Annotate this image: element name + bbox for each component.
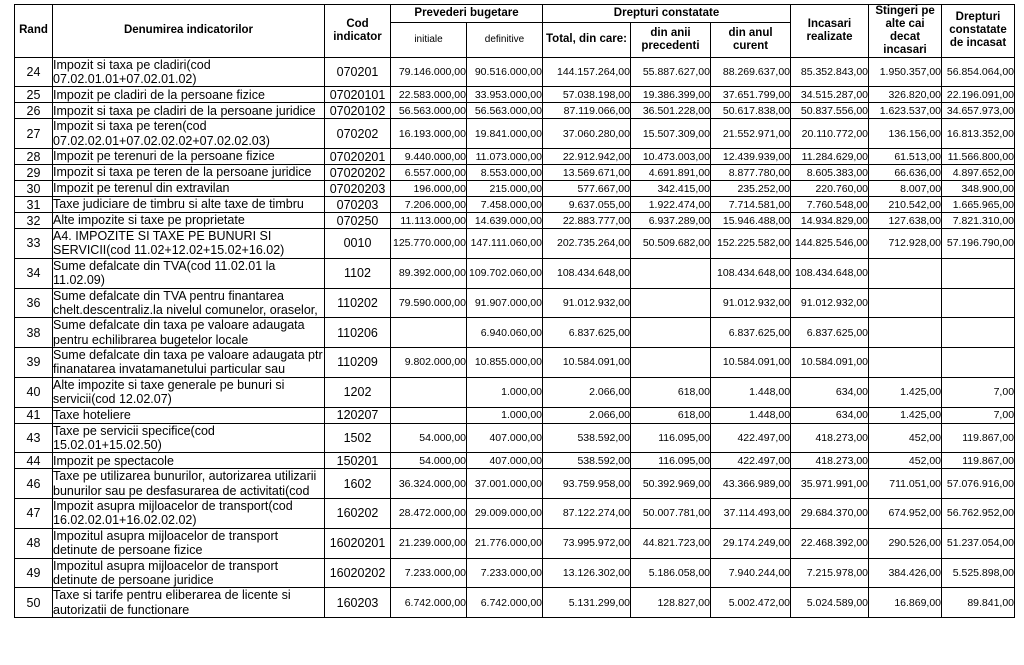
cell-rand: 48: [15, 528, 53, 558]
cell-denumire: Sume defalcate din TVA pentru finantarea chelt.descentraliz.la nivelul comunelor, oraselor,: [53, 288, 325, 318]
cell-incasari: 220.760,00: [791, 181, 869, 197]
cell-initiale: 21.239.000,00: [391, 528, 467, 558]
cell-de-incasat: 4.897.652,00: [942, 165, 1015, 181]
cell-denumire: A4. IMPOZITE SI TAXE PE BUNURI SI SERVICII(cod 11.02+12.02+15.02+16.02): [53, 229, 325, 259]
cell-definitive: 147.111.060,00: [467, 229, 543, 259]
cell-initiale: 54.000,00: [391, 453, 467, 469]
cell-stingeri: 1.425,00: [869, 407, 942, 423]
table-row: [15, 229, 1015, 259]
cell-de-incasat: [942, 258, 1015, 288]
cell-incasari: 10.584.091,00: [791, 348, 869, 378]
cell-cod: 07020203: [325, 181, 391, 197]
cell-stingeri: [869, 318, 942, 348]
cell-incasari: 91.012.932,00: [791, 288, 869, 318]
cell-precedenti: [631, 288, 711, 318]
header-drepturi-constatate: Drepturi constatate: [543, 5, 791, 23]
cell-denumire: Sume defalcate din taxa pe valoare adaugata ptr finanatarea invatamanetului particular sau: [53, 348, 323, 377]
table-row: [15, 499, 1015, 529]
cell-incasari: 11.284.629,00: [791, 149, 869, 165]
cell-total: 22.883.777,00: [543, 213, 631, 229]
cell-curent: 6.837.625,00: [711, 318, 791, 348]
table-row: [15, 165, 1015, 181]
cell-cod: 1502: [325, 423, 391, 453]
cell-incasari: 5.024.589,00: [791, 588, 869, 618]
cell-rand: 24: [15, 57, 53, 87]
cell-precedenti: 116.095,00: [631, 453, 711, 469]
table-row: [15, 528, 1015, 558]
header-total-din-care: Total, din care:: [543, 22, 631, 57]
cell-precedenti: 1.922.474,00: [631, 197, 711, 213]
cell-total: 22.912.942,00: [543, 149, 631, 165]
cell-stingeri: 452,00: [869, 423, 942, 453]
header-rand: Rand: [15, 5, 53, 58]
cell-rand: 46: [15, 469, 53, 499]
cell-stingeri: 452,00: [869, 453, 942, 469]
cell-cod: 07020102: [325, 103, 391, 119]
cell-curent: 12.439.939,00: [711, 149, 791, 165]
cell-stingeri: 674.952,00: [869, 499, 942, 529]
cell-denumire: Impozit si taxa pe teren de la persoane juridice: [53, 165, 325, 181]
cell-curent: 8.877.780,00: [711, 165, 791, 181]
table-row: [15, 558, 1015, 588]
cell-curent: 29.174.249,00: [711, 528, 791, 558]
cell-definitive: 29.009.000,00: [467, 499, 543, 529]
cell-incasari: 35.971.991,00: [791, 469, 869, 499]
cell-denumire: Impozitul asupra mijloacelor de transport detinute de persoane fizice: [53, 528, 325, 558]
cell-total: 202.735.264,00: [543, 229, 631, 259]
cell-incasari: 7.760.548,00: [791, 197, 869, 213]
cell-curent: 15.946.488,00: [711, 213, 791, 229]
cell-incasari: 144.825.546,00: [791, 229, 869, 259]
cell-curent: 88.269.637,00: [711, 57, 791, 87]
cell-initiale: 79.590.000,00: [391, 288, 467, 318]
cell-cod: 070250: [325, 213, 391, 229]
cell-cod: 160203: [325, 588, 391, 618]
cell-total: 37.060.280,00: [543, 119, 631, 149]
cell-denumire: Impozit si taxa pe teren(cod 07.02.02.01+07.02.02.02+07.02.02.03): [53, 119, 325, 149]
cell-initiale: 36.324.000,00: [391, 469, 467, 499]
cell-de-incasat: 89.841,00: [942, 588, 1015, 618]
cell-precedenti: [631, 348, 711, 378]
cell-stingeri: [869, 288, 942, 318]
cell-de-incasat: 7.821.310,00: [942, 213, 1015, 229]
cell-total: 144.157.264,00: [543, 57, 631, 87]
table-row: [15, 87, 1015, 103]
cell-precedenti: 15.507.309,00: [631, 119, 711, 149]
cell-initiale: [391, 407, 467, 423]
cell-curent: 7.940.244,00: [711, 558, 791, 588]
cell-definitive: 215.000,00: [467, 181, 543, 197]
cell-de-incasat: [942, 348, 1015, 378]
table-row: [15, 181, 1015, 197]
cell-total: 57.038.198,00: [543, 87, 631, 103]
table-row: [15, 407, 1015, 423]
cell-curent: 1.448,00: [711, 407, 791, 423]
cell-precedenti: 618,00: [631, 407, 711, 423]
header-initiale: initiale: [391, 22, 467, 57]
cell-stingeri: 1.623.537,00: [869, 103, 942, 119]
header-din-anii-precedenti: din anii precedenti: [631, 22, 711, 57]
cell-incasari: 85.352.843,00: [791, 57, 869, 87]
cell-initiale: 7.233.000,00: [391, 558, 467, 588]
cell-incasari: 20.110.772,00: [791, 119, 869, 149]
cell-de-incasat: 119.867,00: [942, 453, 1015, 469]
cell-rand: 27: [15, 119, 53, 149]
cell-curent: 21.552.971,00: [711, 119, 791, 149]
cell-cod: 1202: [325, 377, 391, 407]
header-cod-indicator: Cod indicator: [325, 5, 391, 58]
cell-total: 6.837.625,00: [543, 318, 631, 348]
cell-stingeri: 326.820,00: [869, 87, 942, 103]
cell-total: 93.759.958,00: [543, 469, 631, 499]
cell-stingeri: 1.425,00: [869, 377, 942, 407]
cell-definitive: 7.233.000,00: [467, 558, 543, 588]
cell-stingeri: 712.928,00: [869, 229, 942, 259]
cell-curent: 37.651.799,00: [711, 87, 791, 103]
cell-cod: 150201: [325, 453, 391, 469]
cell-de-incasat: 5.525.898,00: [942, 558, 1015, 588]
cell-denumire: Impozit pe terenuri de la persoane fizice: [53, 149, 325, 165]
cell-denumire: Taxe pe utilizarea bunurilor, autorizarea utilizarii bunurilor sau pe desfasurarea de activitati(cod: [53, 469, 325, 499]
cell-total: 87.119.066,00: [543, 103, 631, 119]
table-row: [15, 213, 1015, 229]
cell-cod: 0010: [325, 229, 391, 259]
cell-rand: 29: [15, 165, 53, 181]
cell-de-incasat: 119.867,00: [942, 423, 1015, 453]
cell-stingeri: [869, 258, 942, 288]
cell-denumire: Impozit si taxa pe cladiri de la persoane juridice: [53, 103, 325, 119]
cell-de-incasat: 56.762.952,00: [942, 499, 1015, 529]
cell-cod: 1602: [325, 469, 391, 499]
cell-stingeri: 210.542,00: [869, 197, 942, 213]
table-body: [15, 57, 1015, 618]
cell-denumire: Alte impozite si taxe generale pe bunuri si servicii(cod 12.02.07): [53, 377, 325, 407]
cell-total: 91.012.932,00: [543, 288, 631, 318]
cell-initiale: 54.000,00: [391, 423, 467, 453]
cell-total: 2.066,00: [543, 407, 631, 423]
cell-denumire: Sume defalcate din TVA(cod 11.02.01 la 11.02.09): [53, 258, 325, 288]
cell-total: 87.122.274,00: [543, 499, 631, 529]
cell-cod: 16020201: [325, 528, 391, 558]
cell-curent: 235.252,00: [711, 181, 791, 197]
cell-cod: 070202: [325, 119, 391, 149]
cell-total: 577.667,00: [543, 181, 631, 197]
header-denumire: Denumirea indicatorilor: [53, 5, 325, 58]
cell-stingeri: 136.156,00: [869, 119, 942, 149]
cell-initiale: 9.802.000,00: [391, 348, 467, 378]
cell-initiale: 89.392.000,00: [391, 258, 467, 288]
cell-precedenti: 50.007.781,00: [631, 499, 711, 529]
header-din-anul-curent: din anul curent: [711, 22, 791, 57]
cell-incasari: 634,00: [791, 377, 869, 407]
cell-stingeri: 66.636,00: [869, 165, 942, 181]
cell-curent: 1.448,00: [711, 377, 791, 407]
cell-de-incasat: 51.237.054,00: [942, 528, 1015, 558]
cell-de-incasat: 16.813.352,00: [942, 119, 1015, 149]
cell-precedenti: [631, 258, 711, 288]
cell-precedenti: 36.501.228,00: [631, 103, 711, 119]
cell-de-incasat: 7,00: [942, 377, 1015, 407]
cell-curent: 91.012.932,00: [711, 288, 791, 318]
cell-incasari: 29.684.370,00: [791, 499, 869, 529]
cell-stingeri: 384.426,00: [869, 558, 942, 588]
table-row: [15, 197, 1015, 213]
cell-curent: 10.584.091,00: [711, 348, 791, 378]
cell-definitive: 56.563.000,00: [467, 103, 543, 119]
cell-precedenti: 618,00: [631, 377, 711, 407]
cell-definitive: 21.776.000,00: [467, 528, 543, 558]
cell-denumire: Impozit pe spectacole: [53, 453, 325, 469]
cell-cod: 07020201: [325, 149, 391, 165]
cell-cod: 1102: [325, 258, 391, 288]
cell-precedenti: [631, 318, 711, 348]
cell-cod: 16020202: [325, 558, 391, 588]
table-row: [15, 103, 1015, 119]
cell-de-incasat: [942, 288, 1015, 318]
cell-de-incasat: 57.076.916,00: [942, 469, 1015, 499]
cell-rand: 33: [15, 229, 53, 259]
cell-denumire: Sume defalcate din taxa pe valoare adaugata pentru echilibrarea bugetelor locale: [53, 318, 325, 348]
cell-incasari: 6.837.625,00: [791, 318, 869, 348]
cell-precedenti: 50.509.682,00: [631, 229, 711, 259]
cell-total: 9.637.055,00: [543, 197, 631, 213]
cell-curent: 37.114.493,00: [711, 499, 791, 529]
budget-table: [14, 4, 1015, 618]
table-row: [15, 318, 1015, 348]
cell-rand: 36: [15, 288, 53, 318]
header-stingeri: Stingeri pe alte cai decat incasari: [869, 5, 942, 58]
table-row: [15, 288, 1015, 318]
cell-initiale: 28.472.000,00: [391, 499, 467, 529]
cell-precedenti: 19.386.399,00: [631, 87, 711, 103]
cell-initiale: 6.557.000,00: [391, 165, 467, 181]
table-row: [15, 469, 1015, 499]
cell-rand: 28: [15, 149, 53, 165]
cell-rand: 26: [15, 103, 53, 119]
cell-denumire: Impozit asupra mijloacelor de transport(cod 16.02.02.01+16.02.02.02): [53, 499, 325, 529]
cell-precedenti: 55.887.627,00: [631, 57, 711, 87]
cell-de-incasat: 57.196.790,00: [942, 229, 1015, 259]
header-drepturi-de-incasat: Drepturi constatate de incasat: [942, 5, 1015, 58]
cell-rand: 39: [15, 348, 53, 378]
cell-initiale: 56.563.000,00: [391, 103, 467, 119]
table-row: [15, 149, 1015, 165]
cell-precedenti: 128.827,00: [631, 588, 711, 618]
cell-precedenti: 4.691.891,00: [631, 165, 711, 181]
cell-rand: 30: [15, 181, 53, 197]
cell-curent: 50.617.838,00: [711, 103, 791, 119]
cell-de-incasat: 34.657.973,00: [942, 103, 1015, 119]
table-row: [15, 423, 1015, 453]
table-row: [15, 57, 1015, 87]
cell-curent: 7.714.581,00: [711, 197, 791, 213]
cell-definitive: 1.000,00: [467, 407, 543, 423]
cell-initiale: 125.770.000,00: [391, 229, 467, 259]
cell-initiale: 196.000,00: [391, 181, 467, 197]
cell-total: 108.434.648,00: [543, 258, 631, 288]
cell-definitive: 1.000,00: [467, 377, 543, 407]
cell-initiale: 79.146.000,00: [391, 57, 467, 87]
cell-rand: 49: [15, 558, 53, 588]
cell-incasari: 34.515.287,00: [791, 87, 869, 103]
cell-definitive: 6.940.060,00: [467, 318, 543, 348]
table-row: [15, 588, 1015, 618]
cell-de-incasat: [942, 318, 1015, 348]
cell-curent: 422.497,00: [711, 423, 791, 453]
cell-definitive: 7.458.000,00: [467, 197, 543, 213]
cell-initiale: 22.583.000,00: [391, 87, 467, 103]
cell-curent: 5.002.472,00: [711, 588, 791, 618]
header-definitive: definitive: [467, 22, 543, 57]
cell-stingeri: 8.007,00: [869, 181, 942, 197]
cell-incasari: 108.434.648,00: [791, 258, 869, 288]
cell-denumire: Impozit pe terenul din extravilan: [53, 181, 325, 197]
cell-rand: 44: [15, 453, 53, 469]
cell-stingeri: 711.051,00: [869, 469, 942, 499]
table-header: [15, 5, 1015, 58]
cell-de-incasat: 348.900,00: [942, 181, 1015, 197]
cell-definitive: 33.953.000,00: [467, 87, 543, 103]
cell-definitive: 407.000,00: [467, 423, 543, 453]
cell-rand: 40: [15, 377, 53, 407]
cell-cod: 070203: [325, 197, 391, 213]
cell-initiale: 7.206.000,00: [391, 197, 467, 213]
cell-rand: 32: [15, 213, 53, 229]
cell-definitive: 90.516.000,00: [467, 57, 543, 87]
cell-denumire: Impozitul asupra mijloacelor de transport detinute de persoane juridice: [53, 558, 325, 588]
cell-incasari: 634,00: [791, 407, 869, 423]
cell-rand: 47: [15, 499, 53, 529]
cell-curent: 43.366.989,00: [711, 469, 791, 499]
cell-total: 5.131.299,00: [543, 588, 631, 618]
cell-denumire: Taxe si tarife pentru eliberarea de licente si autorizatii de functionare: [53, 588, 325, 618]
cell-de-incasat: 11.566.800,00: [942, 149, 1015, 165]
cell-total: 10.584.091,00: [543, 348, 631, 378]
cell-initiale: [391, 377, 467, 407]
cell-precedenti: 50.392.969,00: [631, 469, 711, 499]
cell-rand: 25: [15, 87, 53, 103]
cell-denumire: Taxe hoteliere: [53, 407, 325, 423]
cell-incasari: 418.273,00: [791, 423, 869, 453]
cell-denumire: Taxe judiciare de timbru si alte taxe de timbru: [53, 197, 325, 213]
table-row: [15, 377, 1015, 407]
cell-denumire: Alte impozite si taxe pe proprietate: [53, 213, 325, 229]
cell-curent: 422.497,00: [711, 453, 791, 469]
cell-total: 73.995.972,00: [543, 528, 631, 558]
cell-precedenti: 44.821.723,00: [631, 528, 711, 558]
cell-de-incasat: 56.854.064,00: [942, 57, 1015, 87]
header-incasari-realizate: Incasari realizate: [791, 5, 869, 58]
header-prevederi-bugetare: Prevederi bugetare: [391, 5, 543, 23]
cell-de-incasat: 7,00: [942, 407, 1015, 423]
cell-denumire: Impozit pe cladiri de la persoane fizice: [53, 87, 325, 103]
cell-rand: 31: [15, 197, 53, 213]
cell-cod: 07020101: [325, 87, 391, 103]
cell-rand: 38: [15, 318, 53, 348]
cell-curent: 152.225.582,00: [711, 229, 791, 259]
cell-precedenti: 116.095,00: [631, 423, 711, 453]
table-row: [15, 453, 1015, 469]
cell-stingeri: 16.869,00: [869, 588, 942, 618]
cell-definitive: 37.001.000,00: [467, 469, 543, 499]
cell-cod: 120207: [325, 407, 391, 423]
cell-definitive: 91.907.000,00: [467, 288, 543, 318]
cell-cod: 160202: [325, 499, 391, 529]
cell-initiale: [391, 318, 467, 348]
cell-total: 13.569.671,00: [543, 165, 631, 181]
cell-de-incasat: 1.665.965,00: [942, 197, 1015, 213]
cell-curent: 108.434.648,00: [711, 258, 791, 288]
cell-cod: 110206: [325, 318, 391, 348]
cell-rand: 50: [15, 588, 53, 618]
cell-precedenti: 10.473.003,00: [631, 149, 711, 165]
cell-definitive: 8.553.000,00: [467, 165, 543, 181]
cell-incasari: 50.837.556,00: [791, 103, 869, 119]
cell-definitive: 14.639.000,00: [467, 213, 543, 229]
cell-total: 538.592,00: [543, 453, 631, 469]
cell-incasari: 7.215.978,00: [791, 558, 869, 588]
cell-denumire: Taxe pe servicii specifice(cod 15.02.01+15.02.50): [53, 423, 325, 453]
cell-stingeri: 61.513,00: [869, 149, 942, 165]
cell-incasari: 8.605.383,00: [791, 165, 869, 181]
cell-cod: 070201: [325, 57, 391, 87]
table-row: [15, 258, 1015, 288]
cell-initiale: 9.440.000,00: [391, 149, 467, 165]
cell-cod: 110209: [325, 348, 391, 378]
cell-stingeri: 290.526,00: [869, 528, 942, 558]
cell-rand: 43: [15, 423, 53, 453]
cell-definitive: 11.073.000,00: [467, 149, 543, 165]
cell-denumire: Impozit si taxa pe cladiri(cod 07.02.01.01+07.02.01.02): [53, 57, 325, 87]
cell-definitive: 19.841.000,00: [467, 119, 543, 149]
cell-precedenti: 6.937.289,00: [631, 213, 711, 229]
cell-cod: 110202: [325, 288, 391, 318]
cell-incasari: 14.934.829,00: [791, 213, 869, 229]
header-row-top: [15, 5, 1015, 23]
cell-incasari: 418.273,00: [791, 453, 869, 469]
cell-definitive: 109.702.060,00: [467, 258, 543, 288]
cell-stingeri: [869, 348, 942, 378]
cell-stingeri: 1.950.357,00: [869, 57, 942, 87]
cell-stingeri: 127.638,00: [869, 213, 942, 229]
cell-total: 13.126.302,00: [543, 558, 631, 588]
cell-rand: 34: [15, 258, 53, 288]
cell-incasari: 22.468.392,00: [791, 528, 869, 558]
cell-initiale: 16.193.000,00: [391, 119, 467, 149]
cell-initiale: 6.742.000,00: [391, 588, 467, 618]
cell-precedenti: 5.186.058,00: [631, 558, 711, 588]
cell-definitive: 407.000,00: [467, 453, 543, 469]
cell-rand: 41: [15, 407, 53, 423]
table-row: [15, 119, 1015, 149]
cell-de-incasat: 22.196.091,00: [942, 87, 1015, 103]
cell-precedenti: 342.415,00: [631, 181, 711, 197]
cell-total: 538.592,00: [543, 423, 631, 453]
cell-definitive: 10.855.000,00: [467, 348, 543, 378]
table-row: [15, 348, 1015, 378]
cell-cod: 07020202: [325, 165, 391, 181]
cell-total: 2.066,00: [543, 377, 631, 407]
cell-initiale: 11.113.000,00: [391, 213, 467, 229]
cell-definitive: 6.742.000,00: [467, 588, 543, 618]
